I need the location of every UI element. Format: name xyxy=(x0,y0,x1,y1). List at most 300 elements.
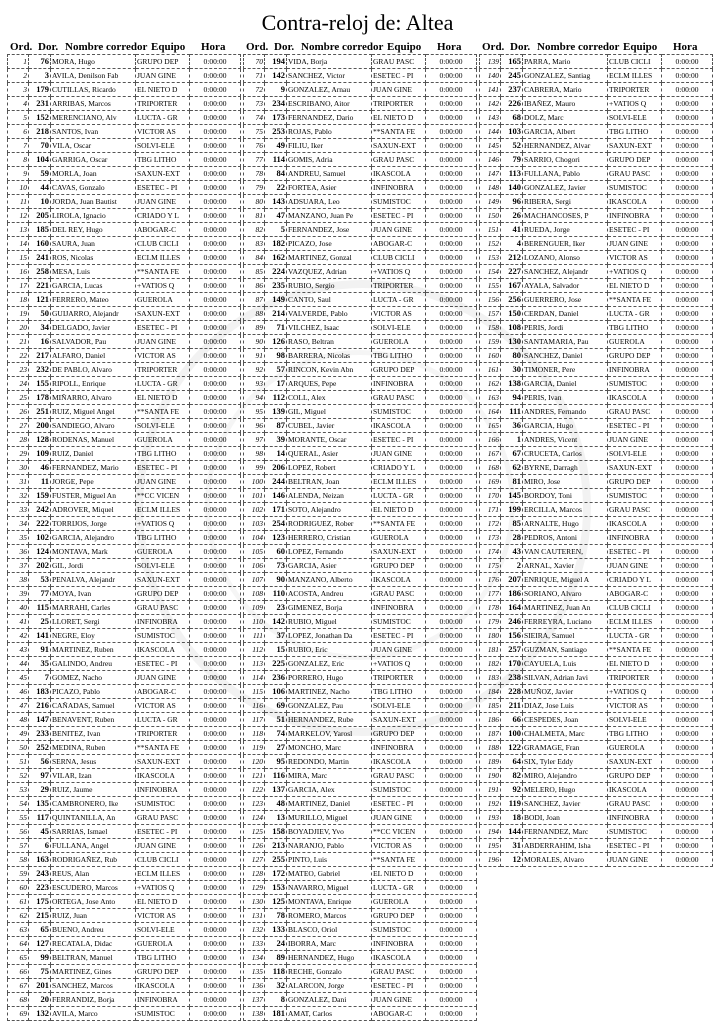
order-cell: 46 xyxy=(8,685,29,699)
time-cell: 0:00:00 xyxy=(190,713,241,727)
header-ord: Ord. xyxy=(10,41,33,53)
order-cell: 133 xyxy=(244,937,265,951)
time-cell: 0:00:00 xyxy=(426,167,477,181)
time-cell: 0:00:00 xyxy=(426,349,477,363)
bib-cell: 95 xyxy=(265,755,287,769)
team-cell: IKASCOLA xyxy=(372,419,426,433)
bib-cell: 170 xyxy=(501,657,523,671)
order-cell: 125 xyxy=(244,825,265,839)
table-row xyxy=(244,209,477,223)
team-cell: TBG LITHO xyxy=(136,153,190,167)
table-row xyxy=(480,391,713,405)
team-cell: LUCTA - GR xyxy=(372,881,426,895)
bib-cell: 217 xyxy=(29,349,51,363)
order-cell: 192 xyxy=(480,797,501,811)
rider-name-cell: BERENGUER, Iker xyxy=(523,237,608,251)
bib-cell: 173 xyxy=(265,111,287,125)
team-cell: ESETEC - PI xyxy=(372,979,426,993)
bib-cell: 141 xyxy=(29,629,51,643)
time-cell: 0:00:00 xyxy=(662,97,713,111)
table-row xyxy=(244,573,477,587)
team-cell: SAXUN-EXT xyxy=(608,139,662,153)
rider-name-cell: VAZQUEZ, Adrian xyxy=(287,265,372,279)
time-cell: 0:00:00 xyxy=(662,265,713,279)
time-cell: 0:00:00 xyxy=(426,419,477,433)
bib-cell: 139 xyxy=(265,405,287,419)
time-cell: 0:00:00 xyxy=(662,685,713,699)
rider-name-cell: LLORET, Sergi xyxy=(51,615,136,629)
rider-name-cell: AYALA, Salvador xyxy=(523,279,608,293)
order-cell: 175 xyxy=(480,559,501,573)
table-row xyxy=(8,741,241,755)
time-cell: 0:00:00 xyxy=(426,69,477,83)
header-dor: Dor. xyxy=(38,41,59,53)
team-cell: +VATIOS Q xyxy=(372,265,426,279)
table-row xyxy=(8,713,241,727)
table-row xyxy=(8,195,241,209)
table-row xyxy=(8,419,241,433)
order-cell: 76 xyxy=(244,139,265,153)
order-cell: 20 xyxy=(8,321,29,335)
table-row xyxy=(480,573,713,587)
column-header xyxy=(7,41,240,54)
order-cell: 35 xyxy=(8,531,29,545)
time-cell: 0:00:00 xyxy=(190,517,241,531)
order-cell: 140 xyxy=(480,69,501,83)
time-cell: 0:00:00 xyxy=(662,741,713,755)
rider-name-cell: MARTINEZ, Gonzal xyxy=(287,251,372,265)
bib-cell: 32 xyxy=(265,979,287,993)
rider-name-cell: SANTOS, Ivan xyxy=(51,125,136,139)
team-cell: INFINOBRA xyxy=(608,363,662,377)
bib-cell: 232 xyxy=(29,363,51,377)
rider-name-cell: MORANTE, Oscar xyxy=(287,433,372,447)
rider-name-cell: RODRIGUEZ, Rober xyxy=(287,517,372,531)
order-cell: 74 xyxy=(244,111,265,125)
bib-cell: 65 xyxy=(29,923,51,937)
bib-cell: 24 xyxy=(265,937,287,951)
team-cell: VICTOR AS xyxy=(608,251,662,265)
rider-name-cell: CAVAS, Gonzalo xyxy=(51,181,136,195)
rider-name-cell: CUBEL, Javier xyxy=(287,419,372,433)
time-cell: 0:00:00 xyxy=(190,391,241,405)
rider-name-cell: SANDIEGO, Alvaro xyxy=(51,419,136,433)
time-cell: 0:00:00 xyxy=(190,671,241,685)
time-cell: 0:00:00 xyxy=(190,951,241,965)
bib-cell: 128 xyxy=(29,433,51,447)
time-cell: 0:00:00 xyxy=(426,727,477,741)
bib-cell: 234 xyxy=(265,97,287,111)
team-cell: EL NIETO D xyxy=(136,391,190,405)
table-row xyxy=(244,727,477,741)
bib-cell: 12 xyxy=(501,853,523,867)
team-cell: IKASCOLA xyxy=(608,517,662,531)
team-cell: **SANTA FE xyxy=(136,265,190,279)
order-cell: 145 xyxy=(480,139,501,153)
team-cell: IKASCOLA xyxy=(372,755,426,769)
team-cell: LUCTA - GR xyxy=(136,377,190,391)
order-cell: 53 xyxy=(8,783,29,797)
rider-name-cell: FERNANDEZ, Mario xyxy=(51,461,136,475)
team-cell: ECLM ILLES xyxy=(608,615,662,629)
rider-name-cell: ALARCON, Jorge xyxy=(287,979,372,993)
bib-cell: 22 xyxy=(265,181,287,195)
order-cell: 193 xyxy=(480,811,501,825)
rider-name-cell: RECHE, Gonzalo xyxy=(287,965,372,979)
rider-name-cell: CANTO, Saul xyxy=(287,293,372,307)
order-cell: 138 xyxy=(244,1007,265,1021)
team-cell: ESETEC - PI xyxy=(136,461,190,475)
time-cell: 0:00:00 xyxy=(190,867,241,881)
table-row xyxy=(480,349,713,363)
team-cell: JUAN GINE xyxy=(136,839,190,853)
time-cell: 0:00:00 xyxy=(662,55,713,69)
bib-cell: 140 xyxy=(501,181,523,195)
time-cell: 0:00:00 xyxy=(426,447,477,461)
table-row xyxy=(244,587,477,601)
table-row xyxy=(244,811,477,825)
team-cell: GRAU PASC xyxy=(136,811,190,825)
rider-name-cell: RUEDA, Jorge xyxy=(523,223,608,237)
team-cell: CLUB CICLI xyxy=(608,55,662,69)
table-row xyxy=(244,937,477,951)
order-cell: 104 xyxy=(244,531,265,545)
rider-name-cell: MUÑOZ, Javier xyxy=(523,685,608,699)
time-cell: 0:00:00 xyxy=(662,377,713,391)
time-cell: 0:00:00 xyxy=(426,153,477,167)
table-row xyxy=(8,559,241,573)
rider-name-cell: MESA, Luis xyxy=(51,265,136,279)
team-cell: TBG LITHO xyxy=(136,951,190,965)
time-cell: 0:00:00 xyxy=(662,671,713,685)
table-row xyxy=(8,937,241,951)
rider-name-cell: ERCILLA, Marcos xyxy=(523,503,608,517)
time-cell: 0:00:00 xyxy=(662,615,713,629)
order-cell: 137 xyxy=(244,993,265,1007)
rider-name-cell: MACHANCOSES, P xyxy=(523,209,608,223)
order-cell: 33 xyxy=(8,503,29,517)
bib-cell: 7 xyxy=(29,671,51,685)
rider-name-cell: SILVAN, Adrian Javi xyxy=(523,671,608,685)
rider-name-cell: BYRNE, Darragh xyxy=(523,461,608,475)
bib-cell: 35 xyxy=(29,657,51,671)
table-row xyxy=(480,69,713,83)
rider-name-cell: JORDA, Juan Bautist xyxy=(51,195,136,209)
table-row xyxy=(8,55,241,69)
rider-name-cell: BOYADJIEV, Yvo xyxy=(287,825,372,839)
table-row xyxy=(244,181,477,195)
order-cell: 75 xyxy=(244,125,265,139)
table-row xyxy=(244,223,477,237)
bib-cell: 159 xyxy=(29,489,51,503)
table-row xyxy=(8,993,241,1007)
header-dor: Dor. xyxy=(510,41,531,53)
rider-name-cell: MARTINEZ, Juan An xyxy=(523,601,608,615)
time-cell: 0:00:00 xyxy=(190,741,241,755)
bib-cell: 71 xyxy=(265,321,287,335)
rider-name-cell: MARTINEZ, Nacho xyxy=(287,685,372,699)
order-cell: 156 xyxy=(480,293,501,307)
table-row xyxy=(244,475,477,489)
rider-name-cell: QUERAL, Asier xyxy=(287,447,372,461)
order-cell: 11 xyxy=(8,195,29,209)
team-cell: GUEROLA xyxy=(136,937,190,951)
rider-name-cell: FERRERO, Mateo xyxy=(51,293,136,307)
team-cell: +VATIOS Q xyxy=(136,279,190,293)
team-cell: ABOGAR-C xyxy=(372,1007,426,1021)
bib-cell: 224 xyxy=(265,265,287,279)
order-cell: 180 xyxy=(480,629,501,643)
team-cell: LUCTA - GR xyxy=(372,489,426,503)
team-cell: JUAN GINE xyxy=(608,237,662,251)
table-row xyxy=(244,559,477,573)
time-cell: 0:00:00 xyxy=(662,69,713,83)
order-cell: 176 xyxy=(480,573,501,587)
table-row xyxy=(8,97,241,111)
table-row xyxy=(244,307,477,321)
team-cell: INFINOBRA xyxy=(372,937,426,951)
header-hora: Hora xyxy=(201,41,226,53)
time-cell: 0:00:00 xyxy=(190,125,241,139)
team-cell: INFINOBRA xyxy=(372,377,426,391)
bib-cell: 41 xyxy=(501,223,523,237)
bib-cell: 138 xyxy=(501,377,523,391)
bib-cell: 227 xyxy=(501,265,523,279)
order-cell: 144 xyxy=(480,125,501,139)
team-cell: EL NIETO D xyxy=(372,503,426,517)
rider-name-cell: SAURA, Juan xyxy=(51,237,136,251)
time-cell: 0:00:00 xyxy=(662,251,713,265)
team-cell: TBG LITHO xyxy=(136,531,190,545)
time-cell: 0:00:00 xyxy=(190,419,241,433)
rider-name-cell: GRAMAGE, Fran xyxy=(523,741,608,755)
bib-cell: 29 xyxy=(29,783,51,797)
order-cell: 18 xyxy=(8,293,29,307)
bib-cell: 147 xyxy=(29,713,51,727)
order-cell: 143 xyxy=(480,111,501,125)
table-row xyxy=(244,671,477,685)
rider-name-cell: LIROLA, Ignacio xyxy=(51,209,136,223)
order-cell: 178 xyxy=(480,601,501,615)
time-cell: 0:00:00 xyxy=(426,1007,477,1021)
order-cell: 190 xyxy=(480,769,501,783)
team-cell: SAXUN-EXT xyxy=(136,307,190,321)
bib-cell: 221 xyxy=(29,279,51,293)
table-row xyxy=(8,69,241,83)
table-row xyxy=(480,517,713,531)
time-cell: 0:00:00 xyxy=(426,83,477,97)
rider-name-cell: GOMEZ, Nacho xyxy=(51,671,136,685)
rider-name-cell: DIAZ, Jose Luis xyxy=(523,699,608,713)
team-cell: EL NIETO D xyxy=(136,83,190,97)
bib-cell: 150 xyxy=(501,307,523,321)
time-cell: 0:00:00 xyxy=(662,601,713,615)
rider-name-cell: MURILLO, Miguel xyxy=(287,811,372,825)
time-cell: 0:00:00 xyxy=(662,153,713,167)
bib-cell: 62 xyxy=(501,461,523,475)
column-3 xyxy=(479,41,713,867)
team-cell: ECLM ILLES xyxy=(372,475,426,489)
team-cell: INFINOBRA xyxy=(136,993,190,1007)
rider-name-cell: PICAZO, Jose xyxy=(287,237,372,251)
order-cell: 111 xyxy=(244,629,265,643)
team-cell: ABOGAR-C xyxy=(136,685,190,699)
rider-name-cell: REDONDO, Martin xyxy=(287,755,372,769)
order-cell: 160 xyxy=(480,349,501,363)
time-cell: 0:00:00 xyxy=(190,601,241,615)
rider-name-cell: TIMONER, Pere xyxy=(523,363,608,377)
rider-name-cell: VAN CAUTEREN, xyxy=(523,545,608,559)
order-cell: 87 xyxy=(244,293,265,307)
time-cell: 0:00:00 xyxy=(662,419,713,433)
rider-name-cell: RIPOLL, Enrique xyxy=(51,377,136,391)
table-row xyxy=(244,615,477,629)
table-row xyxy=(8,979,241,993)
order-cell: 170 xyxy=(480,489,501,503)
table-row xyxy=(8,783,241,797)
bib-cell: 67 xyxy=(501,447,523,461)
order-cell: 91 xyxy=(244,349,265,363)
bib-cell: 90 xyxy=(265,573,287,587)
bib-cell: 31 xyxy=(501,839,523,853)
rider-name-cell: RIBERA, Sergi xyxy=(523,195,608,209)
order-cell: 99 xyxy=(244,461,265,475)
bib-cell: 59 xyxy=(29,167,51,181)
table-row xyxy=(244,405,477,419)
table-row xyxy=(8,349,241,363)
rider-name-cell: QUINTANILLA, An xyxy=(51,811,136,825)
table-row xyxy=(480,433,713,447)
order-cell: 122 xyxy=(244,783,265,797)
team-cell: ECLM ILLES xyxy=(608,69,662,83)
team-cell: ESETEC - PI xyxy=(372,629,426,643)
team-cell: GRAU PASC xyxy=(372,769,426,783)
bib-cell: 34 xyxy=(29,321,51,335)
team-cell: CRIADO Y L xyxy=(608,573,662,587)
time-cell: 0:00:00 xyxy=(190,195,241,209)
order-cell: 89 xyxy=(244,321,265,335)
team-cell: SUMISTOC xyxy=(372,195,426,209)
bib-cell: 149 xyxy=(265,293,287,307)
bib-cell: 246 xyxy=(501,615,523,629)
rider-name-cell: MARRAHI, Carles xyxy=(51,601,136,615)
team-cell: INFINOBRA xyxy=(608,811,662,825)
bib-cell: 1 xyxy=(501,433,523,447)
bib-cell: 206 xyxy=(265,461,287,475)
time-cell: 0:00:00 xyxy=(662,279,713,293)
order-cell: 112 xyxy=(244,643,265,657)
time-cell: 0:00:00 xyxy=(190,475,241,489)
team-cell: VICTOR AS xyxy=(136,699,190,713)
time-cell: 0:00:00 xyxy=(662,643,713,657)
bib-cell: 94 xyxy=(501,391,523,405)
team-cell: SOLVI-ELE xyxy=(372,699,426,713)
team-cell: VICTOR AS xyxy=(136,909,190,923)
rider-name-cell: ALFARO, Daniel xyxy=(51,349,136,363)
bib-cell: 18 xyxy=(501,811,523,825)
rider-name-cell: ABDERRAHIM, Isha xyxy=(523,839,608,853)
bib-cell: 146 xyxy=(265,489,287,503)
order-cell: 79 xyxy=(244,181,265,195)
table-row xyxy=(8,629,241,643)
team-cell: VICTOR AS xyxy=(608,699,662,713)
table-row xyxy=(480,713,713,727)
table-row xyxy=(8,601,241,615)
order-cell: 177 xyxy=(480,587,501,601)
order-cell: 187 xyxy=(480,727,501,741)
rider-name-cell: GIMENEZ, Borja xyxy=(287,601,372,615)
table-row xyxy=(480,279,713,293)
bib-cell: 252 xyxy=(29,741,51,755)
order-cell: 147 xyxy=(480,167,501,181)
rider-name-cell: GONZALEZ, Santiag xyxy=(523,69,608,83)
table-row xyxy=(244,797,477,811)
time-cell: 0:00:00 xyxy=(426,321,477,335)
team-cell: GRAU PASC xyxy=(372,153,426,167)
time-cell: 0:00:00 xyxy=(190,335,241,349)
order-cell: 34 xyxy=(8,517,29,531)
bib-cell: 213 xyxy=(265,839,287,853)
bib-cell: 30 xyxy=(501,363,523,377)
order-cell: 127 xyxy=(244,853,265,867)
table-row xyxy=(244,461,477,475)
rider-name-cell: CAMBRONERO, Ike xyxy=(51,797,136,811)
time-cell: 0:00:00 xyxy=(190,923,241,937)
table-row xyxy=(244,699,477,713)
bib-cell: 112 xyxy=(265,391,287,405)
table-row xyxy=(480,839,713,853)
bib-cell: 214 xyxy=(265,307,287,321)
team-cell: **SANTA FE xyxy=(136,741,190,755)
time-cell: 0:00:00 xyxy=(190,685,241,699)
order-cell: 38 xyxy=(8,573,29,587)
table-row xyxy=(480,629,713,643)
bib-cell: 103 xyxy=(501,125,523,139)
table-row xyxy=(480,363,713,377)
rider-name-cell: AVILA, Marco xyxy=(51,1007,136,1021)
team-cell: ESETEC - PI xyxy=(372,69,426,83)
time-cell: 0:00:00 xyxy=(662,237,713,251)
team-cell: EL NIETO D xyxy=(372,867,426,881)
table-row xyxy=(244,125,477,139)
team-cell: SUMISTOC xyxy=(372,923,426,937)
bib-cell: 46 xyxy=(29,461,51,475)
time-cell: 0:00:00 xyxy=(426,615,477,629)
bib-cell: 231 xyxy=(29,97,51,111)
bib-cell: 44 xyxy=(29,181,51,195)
time-cell: 0:00:00 xyxy=(426,867,477,881)
header-team: Equipo xyxy=(151,41,186,53)
bib-cell: 155 xyxy=(29,377,51,391)
bib-cell: 152 xyxy=(29,111,51,125)
bib-cell: 237 xyxy=(501,83,523,97)
order-cell: 109 xyxy=(244,601,265,615)
order-cell: 55 xyxy=(8,811,29,825)
table-row xyxy=(244,97,477,111)
table-row xyxy=(8,279,241,293)
order-cell: 36 xyxy=(8,545,29,559)
bib-cell: 20 xyxy=(29,993,51,1007)
order-cell: 120 xyxy=(244,755,265,769)
time-cell: 0:00:00 xyxy=(190,853,241,867)
order-cell: 57 xyxy=(8,839,29,853)
order-cell: 40 xyxy=(8,601,29,615)
rider-name-cell: MIRO, Jose xyxy=(523,475,608,489)
order-cell: 29 xyxy=(8,447,29,461)
team-cell: GRUPO DEP xyxy=(372,559,426,573)
table-row xyxy=(244,237,477,251)
team-cell: TRIPORTER xyxy=(136,363,190,377)
